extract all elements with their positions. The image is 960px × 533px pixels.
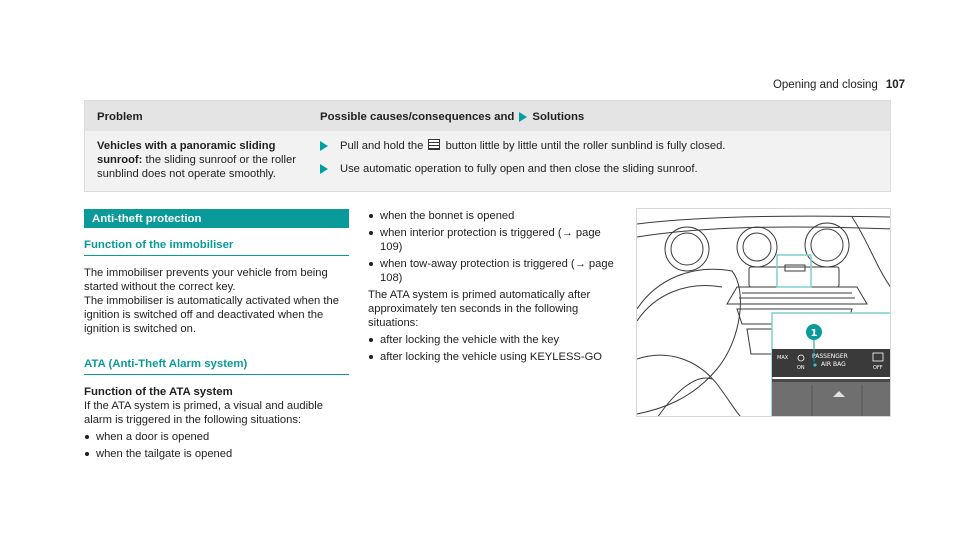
max-label: MAX	[777, 355, 789, 361]
solutions-header-suffix: Solutions	[532, 111, 585, 123]
indicator-lamp	[813, 363, 816, 366]
dashboard-illustration	[636, 208, 891, 417]
list-item: when interior protection is triggered (→ page 109)	[368, 226, 618, 254]
section-name: Opening and closing	[772, 79, 878, 91]
left-column	[84, 209, 349, 464]
list-item: after locking the vehicle using KEYLESS-GO	[368, 350, 618, 364]
problem-description: the sliding sunroof or the roller sunblind does not operate smoothly.	[97, 154, 296, 180]
problem-table-header	[85, 101, 890, 131]
ata-paragraph: If the ATA system is primed, a visual and audible alarm is triggered in the following situations:	[84, 400, 323, 426]
page-header	[773, 78, 905, 92]
sunblind-button-icon	[428, 139, 440, 150]
immobiliser-paragraph-1: The immobiliser prevents your vehicle from being started without the correct key.	[84, 267, 328, 293]
list-item: after locking the vehicle with the key	[368, 333, 618, 347]
arrow-right-icon	[320, 164, 328, 174]
solutions-header-text: Possible causes/consequences and	[320, 111, 515, 123]
ata-heading: ATA (Anti-Theft Alarm system)	[84, 357, 349, 375]
alarm-situations-list-cont	[368, 209, 618, 285]
problem-column-header: Problem	[97, 111, 143, 123]
priming-situations-list	[368, 333, 618, 364]
dashboard-drawing	[637, 209, 891, 417]
ata-function-heading: Function of the ATA system	[84, 386, 233, 398]
section-title: Anti-theft protection	[84, 209, 349, 228]
list-item: when the bonnet is opened	[368, 209, 618, 223]
problem-table	[84, 100, 891, 192]
priming-paragraph: The ATA system is primed automatically after approximately ten seconds in the following situations:	[368, 289, 591, 329]
callout-number: 1	[810, 328, 818, 339]
zoom-inset	[772, 313, 891, 417]
off-label: OFF	[873, 365, 883, 371]
page-number: 107	[885, 79, 905, 91]
immobiliser-paragraph-2: The immobiliser is automatically activated when the ignition is switched off and deactivated when the ignition is switched on.	[84, 295, 339, 335]
problem-cell	[97, 139, 302, 181]
list-item: when tow-away protection is triggered (→ page 108)	[368, 257, 618, 285]
on-label: ON	[797, 365, 805, 371]
solution-item	[320, 162, 880, 176]
solutions-column-header	[320, 110, 584, 124]
solution-1-pre: Pull and hold the	[340, 140, 424, 152]
list-item: when the tailgate is opened	[84, 447, 349, 461]
problem-table-row	[85, 131, 890, 191]
solution-1-post: button little by little until the roller sunblind is fully closed.	[445, 140, 726, 152]
immobiliser-heading: Function of the immobiliser	[84, 238, 349, 256]
solutions-cell	[320, 139, 880, 185]
problem-title: Vehicles with a panoramic sliding sunroof:	[97, 140, 276, 166]
solution-item	[320, 139, 880, 153]
middle-column	[368, 209, 618, 367]
passenger-label: PASSENGER	[812, 353, 848, 360]
list-item: when a door is opened	[84, 430, 349, 444]
air-bag-label: AIR BAG	[821, 361, 846, 368]
alarm-situations-list	[84, 430, 349, 461]
arrow-right-icon	[519, 112, 527, 122]
solution-2: Use automatic operation to fully open and then close the sliding sunroof.	[340, 163, 698, 175]
arrow-right-icon	[320, 141, 328, 151]
